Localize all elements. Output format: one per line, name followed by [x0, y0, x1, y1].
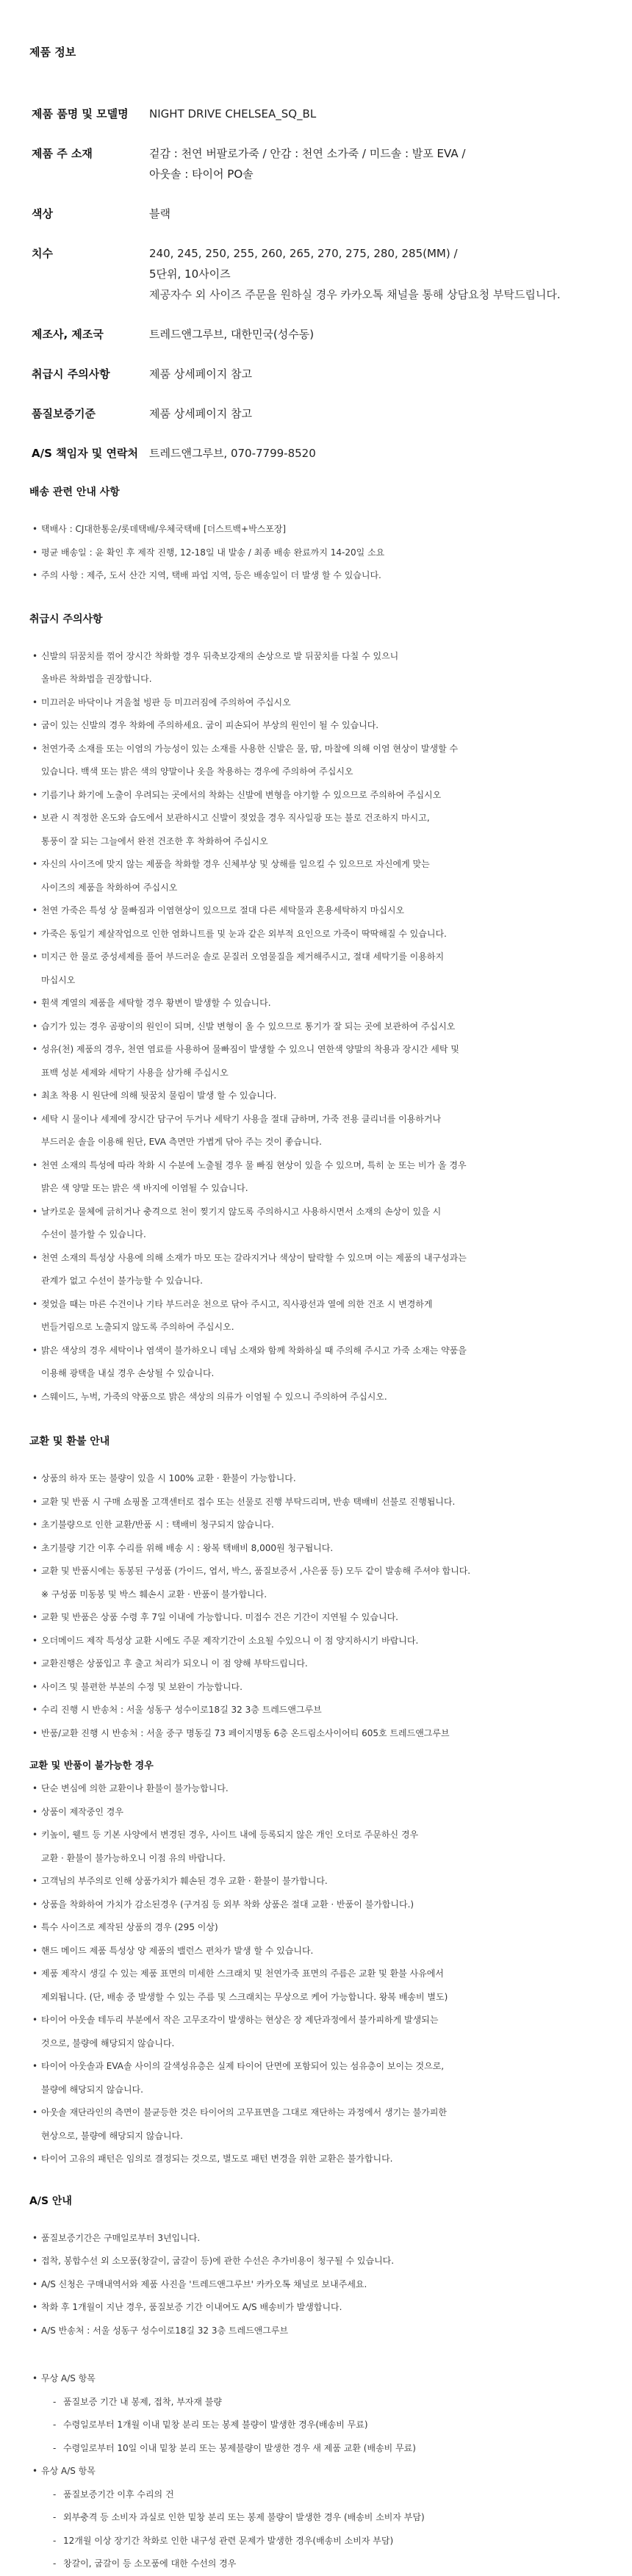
no-exchange-list [29, 1777, 603, 2171]
list-item: • 아웃솔 재단라인의 측면이 불균등한 것은 타이어의 고무표면을 그대로 재단하는 과정에서 생기는 불가피한 [32, 2101, 603, 2125]
as-list [29, 2227, 603, 2343]
exchange-title: 교환 및 환불 안내 [29, 1436, 110, 1447]
list-item: • 가죽은 동일기 제살작업으로 인한 염화니트를 및 눈과 같은 외부적 요인으로 가죽이 딱딱해질 수 있습니다. [32, 923, 603, 946]
list-item: • 평균 배송일 : 윤 확인 후 제작 진행, 12-18일 내 발송 / 최종 배송 완료까지 14-20일 소요 [32, 542, 603, 565]
as-free-list [29, 2367, 603, 2391]
care-list [29, 645, 603, 1409]
info-row [29, 364, 603, 384]
list-item: • 초기불량으로 인한 교환/반품 시 : 택배비 청구되지 않습니다. [32, 1514, 603, 1537]
list-item: • 타이어 아웃솔과 EVA솔 사이의 갈색성유층은 실제 타이어 단면에 포함되어 있는 섬유층이 보이는 것으로, [32, 2055, 603, 2079]
list-item: - 12개월 이상 장기간 착화로 인한 내구성 관련 문제가 발생한 경우(배송비 소비자 부담) [32, 2530, 603, 2553]
list-item: 관계가 없고 수선이 불가능할 수 있습니다. [41, 1276, 203, 1286]
info-label [29, 264, 149, 284]
list-item: 이용해 광택을 내실 경우 손상될 수 있습니다. [41, 1368, 215, 1378]
list-item: • 밝은 색상의 경우 세탁이나 염색이 불가하오니 데님 소재와 함께 착화하실 때 주의해 주시고 가죽 소재는 약품을 [32, 1339, 603, 1363]
list-item: • 착화 후 1개월이 지난 경우, 품질보증 기간 이내여도 A/S 배송비가 발생합니다. [32, 2296, 603, 2320]
info-label: 색상 [32, 207, 53, 220]
list-item: 현상으로, 불량에 해당되지 않습니다. [41, 2130, 183, 2141]
info-row [29, 104, 603, 124]
list-item: • 상품을 착화하여 가치가 감소된경우 (구겨짐 등 외부 착화 상품은 절대 교환 · 반품이 불가합니다.) [32, 1893, 603, 1917]
list-item: • 교환진행은 상품입고 후 출고 처리가 되오니 이 점 양해 부탁드립니다. [32, 1652, 603, 1676]
list-item: • 사이즈 및 불편한 부분의 수정 및 보완이 가능합니다. [32, 1676, 603, 1699]
list-item: • 단순 변심에 의한 교환이나 환불이 불가능합니다. [32, 1777, 603, 1801]
list-item: • 교환 및 반품은 상품 수령 후 7일 이내에 가능합니다. 미접수 건은 기간이 지연될 수 있습니다. [32, 1606, 603, 1630]
info-note: 제공자수 외 사이즈 주문을 원하실 경우 카카오톡 채널을 통해 상담요청 부탁드립니다. [149, 288, 561, 301]
list-item: • 주의 사항 : 제주, 도서 산간 지역, 택배 파업 지역, 등은 배송일이 더 발생 할 수 있습니다. [32, 564, 603, 588]
list-item: • A/S 신청은 구매내역서와 제품 사진을 '트레드앤그루브' 카카오톡 채널로 보내주세요. [32, 2273, 603, 2297]
list-item: • 오더메이드 제작 특성상 교환 시에도 주문 제작기간이 소요될 수있으니 이 점 양지하시기 바랍니다. [32, 1630, 603, 1653]
care-title: 취급시 주의사항 [29, 613, 103, 625]
list-item: 번들거림으로 노출되지 않도록 주의하여 주십시오. [41, 1322, 234, 1332]
product-info-table [29, 104, 603, 464]
info-row [29, 204, 603, 224]
info-label: 제조사, 제조국 [32, 328, 104, 341]
info-row [29, 143, 603, 164]
list-item: • 초기불량 기간 이후 수리를 위해 배송 시 : 왕복 택배비 8,000원 청구됩니다. [32, 1537, 603, 1561]
list-item: 표백 성분 세제와 세탁기 사용을 삼가해 주십시오 [41, 1067, 229, 1078]
list-item: 마십시오 [41, 974, 76, 985]
list-item: 불량에 해당되지 않습니다. [41, 2084, 143, 2095]
list-item: • 보관 시 적정한 온도와 습도에서 보관하시고 신발이 젖었을 경우 직사일광 또는 불로 건조하지 마시고, [32, 807, 603, 830]
list-item: • 수리 진행 시 반송처 : 서울 성동구 성수이로18길 32 3층 트레드앤그루브 [32, 1699, 603, 1722]
info-label: 치수 [32, 247, 53, 260]
list-item: • 자신의 사이즈에 맞지 않는 제품을 착화할 경우 신체부상 및 상해를 일으킬 수 있으므로 자신에게 맞는 [32, 853, 603, 877]
list-item: 사이즈의 제품을 착화하여 주십시오 [41, 882, 178, 893]
list-item: • 날카로운 물체에 긁히거나 충격으로 천이 찢기지 않도록 주의하시고 사용하시면서 소재의 손상이 있을 시 [32, 1201, 603, 1224]
as-paid-title: • 유상 A/S 항목 [32, 2460, 603, 2483]
list-item: • 특수 사이즈로 제작된 상품의 경우 (295 이상) [32, 1916, 603, 1940]
as-free-items [29, 2391, 603, 2461]
list-item: 부드러운 솔을 이용해 원단, EVA 측면만 가볍게 닦아 주는 것이 좋습니다. [41, 1137, 322, 1147]
list-item: • 스웨이드, 누벅, 가죽의 약품으로 밝은 색상의 의류가 이염될 수 있으니 주의하여 주십시오. [32, 1386, 603, 1409]
list-item: • 품질보증기간은 구매일로부터 3년입니다. [32, 2227, 603, 2251]
list-item: • 택배사 : CJ대한통운/롯데택배/우체국택배 [더스트백+박스포장] [32, 518, 603, 542]
info-value: 제품 상세페이지 참고 [149, 367, 252, 381]
list-item: 것으로, 불량에 해당되지 않습니다. [41, 2037, 175, 2048]
list-item: 밝은 색 양말 또는 밝은 색 바지에 이염될 수 있습니다. [41, 1183, 248, 1193]
list-item: • 미지근 한 물로 중성세제를 풀어 부드러운 솔로 문질러 오염물질을 제거해주시고, 절대 세탁기를 이용하지 [32, 946, 603, 969]
list-item: • 최초 착용 시 원단에 의해 뒷꿈치 물림이 발생 할 수 있습니다. [32, 1084, 603, 1108]
as-paid-list [29, 2460, 603, 2483]
list-item: • 타이어 고유의 패턴은 임의로 결정되는 것으로, 별도로 패턴 변경을 위한 교환은 불가합니다. [32, 2148, 603, 2171]
info-label: 제품 품명 및 모델명 [32, 107, 129, 120]
info-value: 트레드앤그루브, 070-7799-8520 [149, 447, 316, 460]
list-item: ※ 구성품 미동봉 및 박스 훼손시 교환 · 반품이 불가합니다. [41, 1589, 267, 1600]
list-item: • 신발의 뒤꿈치를 꺾어 장시간 착화할 경우 뒤축보강재의 손상으로 발 뒤꿈치를 다칠 수 있으니 [32, 645, 603, 669]
info-label [29, 284, 149, 305]
list-item: • 교환 및 반품시에는 동봉된 구성품 (가이드, 엽서, 박스, 품질보증서 ,사은품 등) 모두 같이 발송해 주셔야 합니다. [32, 1560, 603, 1583]
info-row [29, 164, 603, 184]
list-item: • 천연 소재의 특성상 사용에 의해 소재가 마모 또는 갈라지거나 색상이 탈락할 수 있으며 이는 제품의 내구성과는 [32, 1247, 603, 1270]
list-item: • 고객님의 부주의로 인해 상품가치가 훼손된 경우 교환 · 환불이 불가합니다. [32, 1870, 603, 1893]
as-paid-items [29, 2483, 603, 2576]
list-item: - 창갈이, 굽갈이 등 소모품에 대한 수선의 경우 [32, 2552, 603, 2576]
list-item: • 기름기나 화기에 노출이 우려되는 곳에서의 착화는 신발에 변형을 야기할 수 있으므로 주의하여 주십시오 [32, 784, 603, 807]
info-row [29, 403, 603, 424]
as-free-title: • 무상 A/S 항목 [32, 2367, 603, 2391]
list-item: 제외됩니다. (단, 배송 중 발생할 수 있는 주름 및 스크래치는 무상으로 케어 가능합니다. 왕복 배송비 별도) [41, 1991, 448, 2002]
list-item: • 상품의 하자 또는 불량이 있을 시 100% 교환 · 환불이 가능합니다. [32, 1467, 603, 1491]
list-item: • 타이어 아웃솔 테두리 부분에서 작은 고무조각이 발생하는 현상은 장 제단과정에서 불가피하게 발생되는 [32, 2009, 603, 2032]
list-item: • 제품 제작시 생길 수 있는 제품 표면의 미세한 스크래치 및 천연가죽 표면의 주름은 교환 및 환불 사유에서 [32, 1962, 603, 1986]
info-value: 겉감 : 천연 버팔로가죽 / 안감 : 천연 소가죽 / 미드솔 : 발포 EVA / [149, 147, 466, 160]
exchange-list [29, 1467, 603, 1745]
info-value: 트레드앤그루브, 대한민국(성수동) [149, 328, 315, 341]
info-row [29, 284, 603, 305]
list-item: • 세탁 시 물이나 세제에 장시간 담구어 두거나 세탁기 사용을 절대 금하며, 가죽 전용 클리너를 이용하거나 [32, 1108, 603, 1132]
info-value: 아웃솔 : 타이어 PO솔 [149, 168, 254, 181]
list-item: • 상품이 제작중인 경우 [32, 1801, 603, 1824]
list-item: • 습기가 있는 경우 곰팡이의 원인이 되며, 신발 변형이 올 수 있으므로 통기가 잘 되는 곳에 보관하여 주십시오 [32, 1015, 603, 1039]
list-item: • 굽이 있는 신발의 경우 착화에 주의하세요. 굽이 피손되어 부상의 원인이 될 수 있습니다. [32, 714, 603, 738]
list-item: • 접착, 봉합수선 외 소모품(창갈이, 굽갈이 등)에 관한 수선은 추가비용이 청구될 수 있습니다. [32, 2250, 603, 2273]
list-item: • 성유(천) 제품의 경우, 천연 염료를 사용하여 물빠짐이 발생할 수 있으니 연한색 양말의 착용과 장시간 세탁 및 [32, 1038, 603, 1062]
list-item: • 천연가죽 소재를 또는 이염의 가능성이 있는 소재를 사용한 신발은 물, 땀, 마찰에 의해 이염 현상이 발생할 수 [32, 738, 603, 761]
list-item: - 품질보증기간 이후 수리의 건 [32, 2483, 603, 2507]
info-label: 품질보증기준 [32, 407, 96, 420]
info-row [29, 324, 603, 345]
info-row [29, 264, 603, 284]
as-title: A/S 안내 [29, 2195, 72, 2207]
list-item: 올바른 착화법을 권장합니다. [41, 674, 152, 684]
shipping-list [29, 518, 603, 588]
info-row [29, 443, 603, 464]
info-value: NIGHT DRIVE CHELSEA_SQ_BL [149, 107, 317, 120]
page-title: 제품 정보 [29, 46, 76, 59]
list-item: • 젖었을 때는 마른 수건이나 기타 부드러운 천으로 닦아 주시고, 직사광선과 열에 의한 건조 시 변경하게 [32, 1293, 603, 1317]
list-item: 수선이 불가할 수 있습니다. [41, 1229, 146, 1240]
no-exchange-title: 교환 및 반품이 불가능한 경우 [29, 1760, 154, 1771]
info-label [29, 164, 149, 184]
info-label: A/S 책임자 및 연락처 [32, 447, 138, 460]
list-item: - 수령일로부터 1개월 이내 밑창 분리 또는 봉제 불량이 발생한 경우(배송비 무료) [32, 2414, 603, 2437]
shipping-title: 배송 관련 안내 사항 [29, 486, 120, 498]
info-value: 블랙 [149, 207, 170, 220]
list-item: • 휜색 계열의 제품을 세탁할 경우 황변이 발생할 수 있습니다. [32, 992, 603, 1015]
info-value: 제품 상세페이지 참고 [149, 407, 252, 420]
list-item: 있습니다. 백색 또는 밝은 색의 양말이나 옷을 착용하는 경우에 주의하여 주십시오 [41, 766, 353, 777]
list-item: • 반품/교환 진행 시 반송처 : 서울 중구 명동길 73 페이지명동 6층 온드림소사이어티 605호 트레드앤그루브 [32, 1722, 603, 1746]
list-item: • A/S 반송처 : 서울 성동구 성수이로18길 32 3층 트레드앤그루브 [32, 2320, 603, 2343]
info-label: 제품 주 소재 [32, 147, 93, 160]
info-label: 취급시 주의사항 [32, 367, 110, 381]
list-item: 교환 · 환불이 불가능하오니 이점 유의 바랍니다. [41, 1852, 226, 1863]
list-item: • 천연 소재의 특성에 따라 착화 시 수분에 노출될 경우 물 빠짐 현상이 있을 수 있으며, 특히 눈 또는 비가 올 경우 [32, 1154, 603, 1178]
list-item: - 품질보증 기간 내 봉제, 접착, 부자재 불량 [32, 2391, 603, 2414]
list-item: - 수령일로부터 10일 이내 밑창 분리 또는 봉제불량이 발생한 경우 새 제품 교환 (배송비 무료) [32, 2437, 603, 2461]
info-value: 5단위, 10사이즈 [149, 267, 231, 281]
list-item: • 천연 가죽은 특성 상 물빠짐과 이염현상이 있으므로 절대 다른 세탁물과 혼용세탁하지 마십시오 [32, 899, 603, 923]
list-item: • 미끄러운 바닥이나 겨울철 빙판 등 미끄러짐에 주의하여 주십시오 [32, 691, 603, 715]
list-item: - 외부충격 등 소비자 과실로 인한 밑창 분리 또는 봉제 불량이 발생한 경우 (배송비 소비자 부담) [32, 2506, 603, 2530]
list-item: • 교환 및 반품 시 구매 쇼핑몰 고객센터로 접수 또는 선물로 진행 부탁드리며, 반송 택배비 선불로 진행됩니다. [32, 1491, 603, 1514]
list-item: 통풍이 잘 되는 그늘에서 완전 건조한 후 착화하여 주십시오 [41, 835, 268, 846]
info-value: 240, 245, 250, 255, 260, 265, 270, 275, 280, 285(MM) / [149, 247, 458, 260]
list-item: • 키높이, 웰트 등 기본 사양에서 변경된 경우, 사이트 내에 등록되지 않은 개인 오더로 주문하신 경우 [32, 1824, 603, 1847]
info-row [29, 243, 603, 264]
list-item: • 핸드 메이드 제품 특성상 양 제품의 밸런스 편차가 발생 할 수 있습니다. [32, 1940, 603, 1963]
